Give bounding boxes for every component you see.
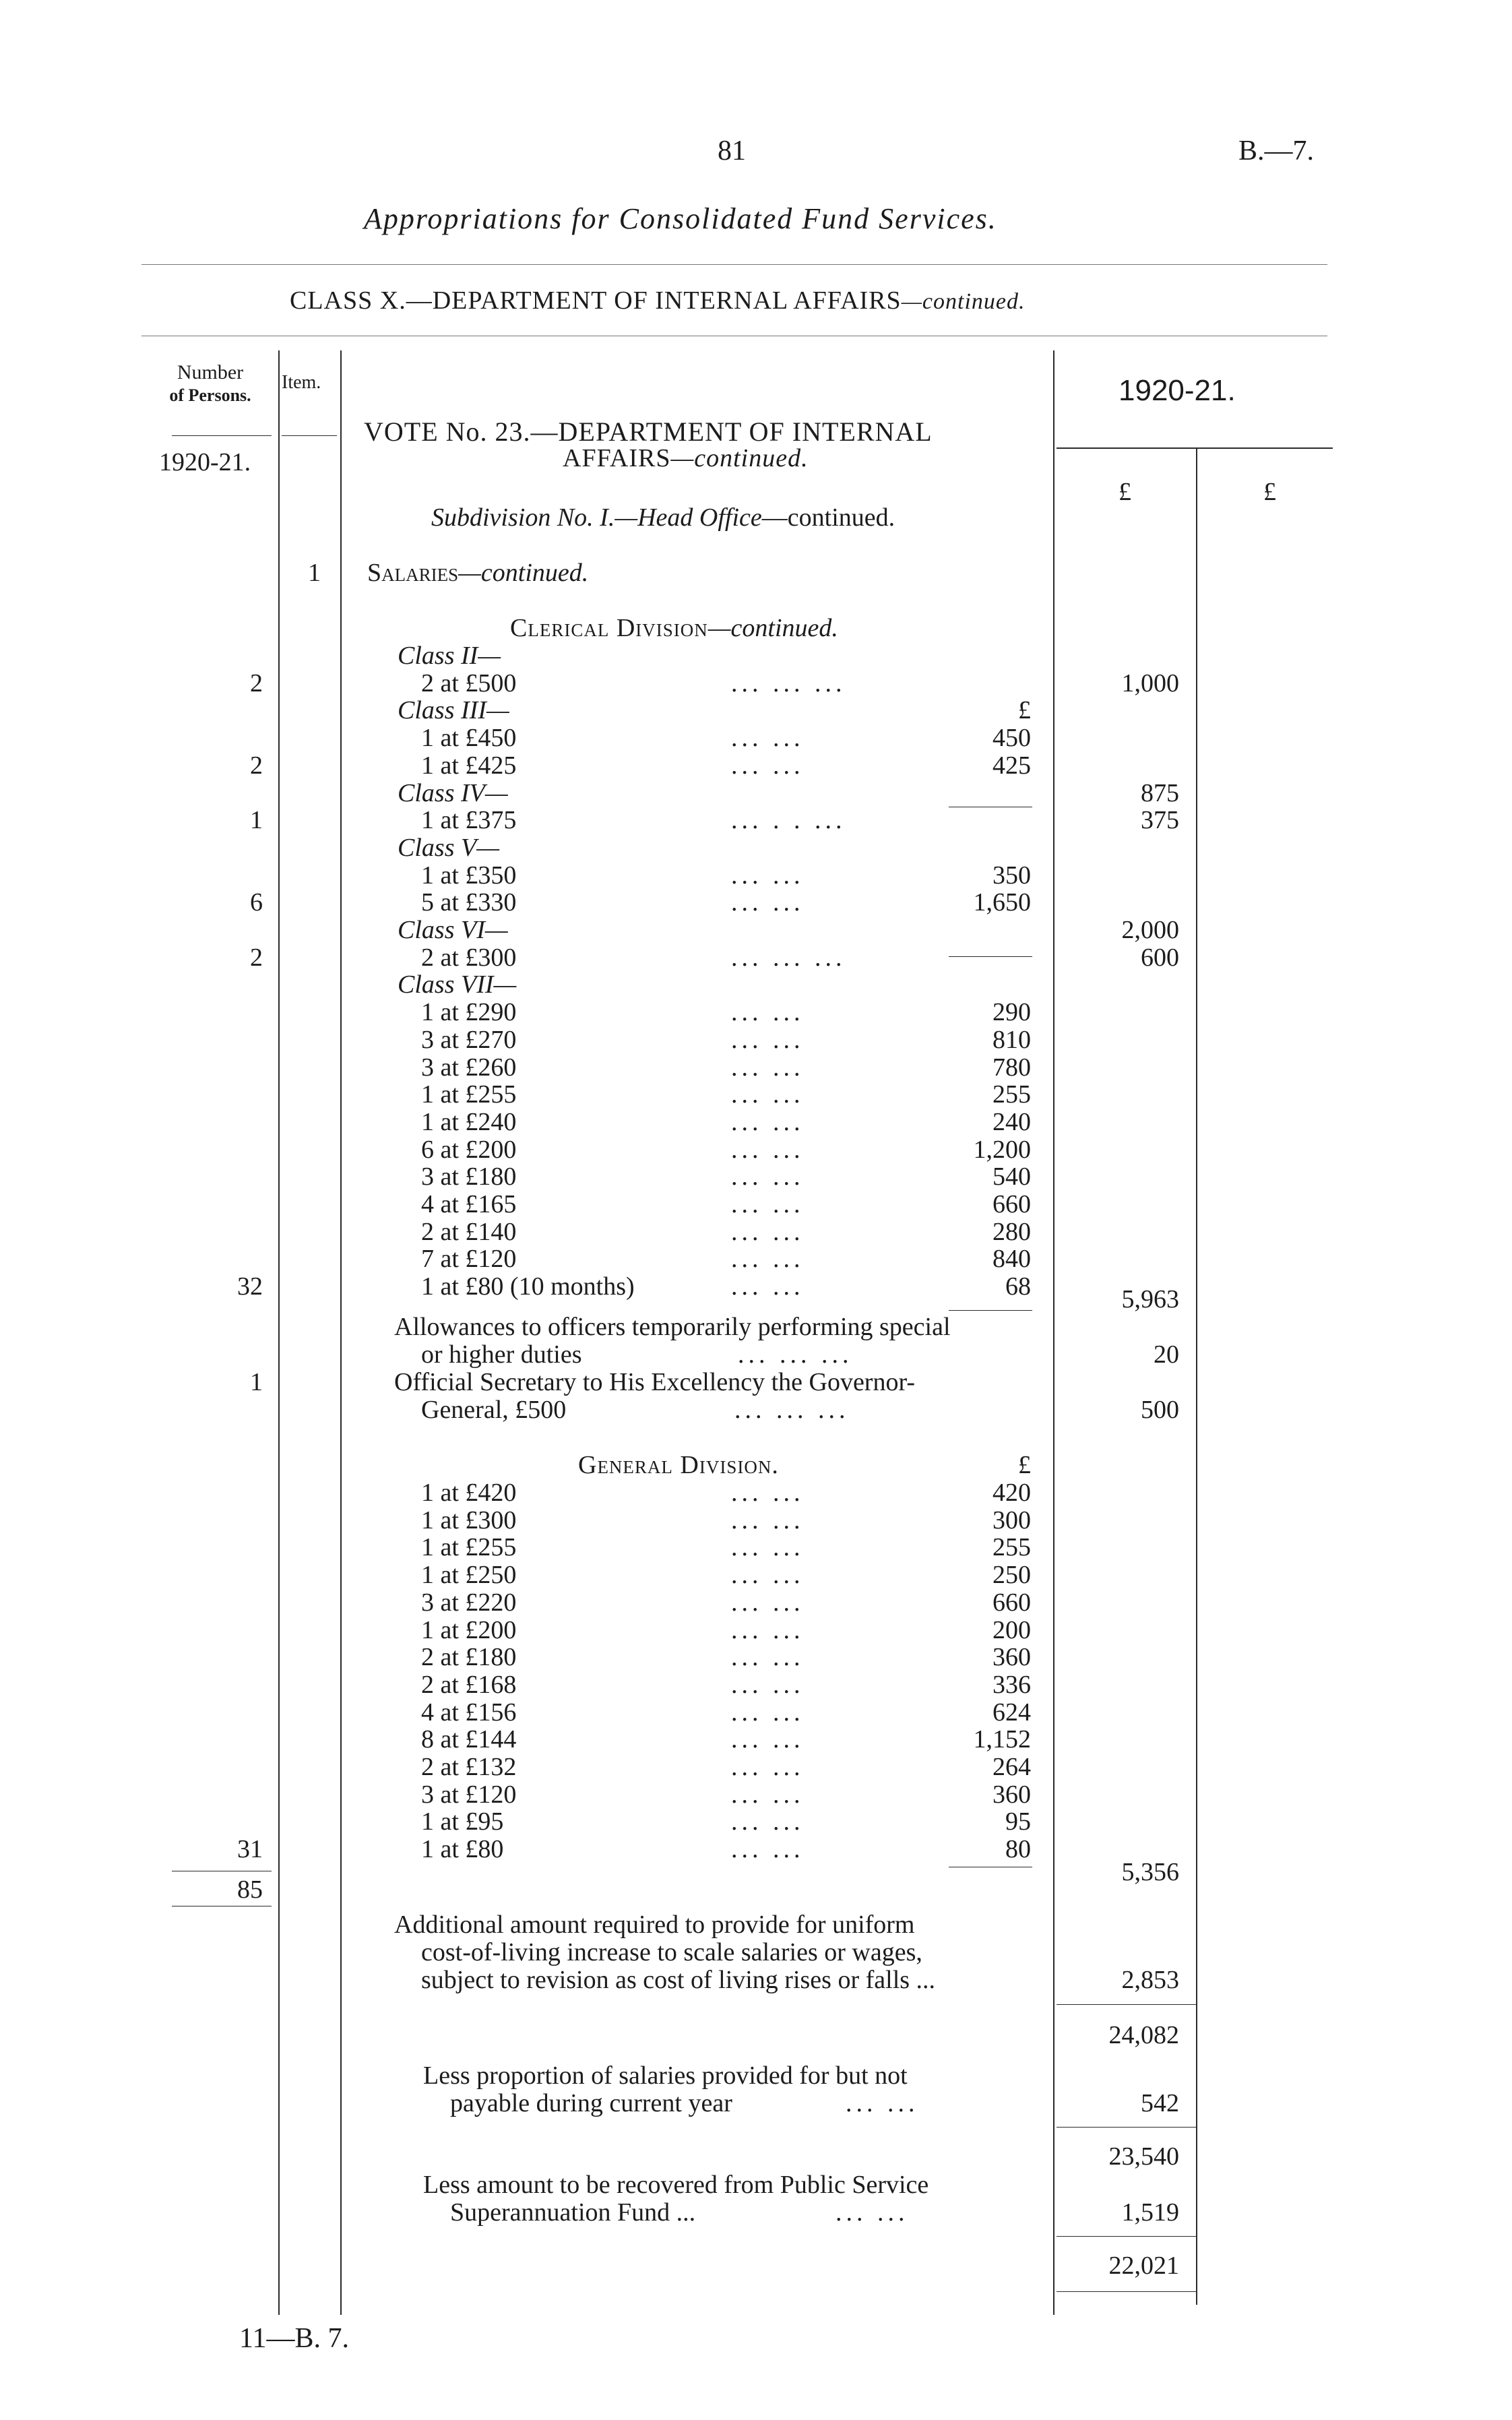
row-leader-dots: ... ... ... [731, 943, 846, 972]
clerical-division-heading: Clerical Division—continued. [510, 614, 838, 642]
persons-total: 85 [237, 1875, 263, 1904]
official-secretary-line2: General, £500 [421, 1396, 567, 1424]
grand-total-rule-bottom [1057, 2291, 1196, 2292]
row-leader-dots: ... ... [731, 1108, 805, 1136]
row-leader-dots: ... ... [731, 861, 805, 890]
row-amount: 350 [993, 861, 1031, 890]
row-persons: 2 [250, 669, 263, 697]
row-leader-dots: ... ... [731, 1533, 805, 1561]
row-label: 2 at £140 [421, 1218, 517, 1246]
row-label: 8 at £144 [421, 1725, 517, 1754]
row-label: 3 at £220 [421, 1588, 517, 1617]
row-amount: 425 [993, 751, 1031, 780]
class-subheading: Class IV— [398, 779, 508, 807]
grand-total: 22,021 [1108, 2252, 1179, 2280]
class-subheading: Class VII— [398, 970, 517, 999]
subdivision-title: Subdivision No. I.—Head Office—continued. [431, 503, 895, 532]
row-amount: 420 [993, 1479, 1031, 1507]
row-amount: 780 [993, 1053, 1031, 1082]
grand-total-rule-top [1057, 2236, 1196, 2237]
allowances-total: 20 [1154, 1340, 1179, 1369]
row-amount: 660 [993, 1588, 1031, 1617]
general-persons: 31 [237, 1835, 263, 1863]
row-persons: 2 [250, 751, 263, 780]
row-label: 3 at £180 [421, 1162, 517, 1191]
row-amount: 290 [993, 998, 1031, 1026]
row-label: 2 at £180 [421, 1643, 517, 1671]
row-leader-dots: ... ... [731, 1671, 805, 1699]
row-label: 1 at £95 [421, 1807, 504, 1836]
general-total: 5,356 [1121, 1858, 1179, 1886]
row-leader-dots: ... ... ... [731, 669, 846, 697]
row-leader-dots: ... ... [731, 1698, 805, 1727]
pound-column-2: £ [1263, 478, 1276, 506]
row-label: 2 at £300 [421, 943, 517, 972]
row-leader-dots: ... ... [731, 1026, 805, 1054]
row-amount: 68 [1005, 1272, 1031, 1301]
row-label: 1 at £80 [421, 1835, 504, 1863]
row-leader-dots: ... ... [731, 724, 805, 752]
row-amount: £ [1018, 696, 1031, 724]
row-label: 1 at £425 [421, 751, 517, 780]
official-secretary-leader: ... ... ... [734, 1396, 850, 1424]
allowances-line1: Allowances to officers temporarily performing special [394, 1313, 951, 1341]
item-header-rule [282, 435, 337, 436]
row-label: 1 at £375 [421, 806, 517, 834]
row-amount: 450 [993, 724, 1031, 752]
official-secretary-persons: 1 [250, 1368, 263, 1396]
row-leader-dots: ... ... [731, 1053, 805, 1082]
salaries-heading: Salaries—continued. [367, 559, 589, 587]
column-rule-amount [1196, 448, 1197, 2305]
row-total: 600 [1141, 943, 1179, 972]
row-amount: 1,650 [973, 888, 1031, 917]
row-label: 2 at £168 [421, 1671, 517, 1699]
persons-header: Number of Persons. [169, 361, 251, 405]
subtotal-1-rule [1057, 2004, 1196, 2005]
row-amount: 250 [993, 1561, 1031, 1589]
row-label: 2 at £500 [421, 669, 517, 697]
column-rule-item [340, 350, 342, 2315]
column-rule-description [1053, 350, 1054, 2315]
row-total: 2,000 [1121, 916, 1179, 944]
persons-header-rule [172, 435, 272, 436]
column-rule-persons [278, 350, 280, 2315]
pound-column-1: £ [1119, 478, 1131, 506]
row-leader-dots: ... ... [731, 1835, 805, 1863]
row-label: 1 at £255 [421, 1533, 517, 1561]
row-leader-dots: ... ... [731, 998, 805, 1026]
row-leader-dots: ... ... [731, 1616, 805, 1644]
row-leader-dots: ... ... [731, 1080, 805, 1109]
row-amount: 810 [993, 1026, 1031, 1054]
row-leader-dots: ... ... [731, 1725, 805, 1754]
salaries-item-number: 1 [308, 559, 321, 587]
row-amount: 280 [993, 1218, 1031, 1246]
clerical-total: 5,963 [1121, 1285, 1179, 1313]
row-total: 375 [1141, 806, 1179, 834]
clerical-amount-rule [949, 1310, 1032, 1311]
less-superannuation-line2: Superannuation Fund ... [450, 2198, 696, 2227]
official-secretary-line1: Official Secretary to His Excellency the Governor- [394, 1368, 916, 1396]
row-amount: 1,152 [973, 1725, 1031, 1754]
row-amount: 200 [993, 1616, 1031, 1644]
row-persons: 2 [250, 943, 263, 972]
row-label: 1 at £420 [421, 1479, 517, 1507]
less-proportion-line2: payable during current year [450, 2089, 732, 2117]
allowances-line2: or higher duties [421, 1340, 582, 1369]
row-label: 4 at £165 [421, 1190, 517, 1218]
row-leader-dots: ... ... [731, 1218, 805, 1246]
row-label: 1 at £350 [421, 861, 517, 890]
additional-line2: cost-of-living increase to scale salaries or wages, [421, 1938, 922, 1966]
item-header: Item. [282, 372, 321, 393]
row-leader-dots: ... ... [731, 1136, 805, 1164]
row-leader-dots: ... ... [731, 1506, 805, 1534]
row-label: 2 at £132 [421, 1753, 517, 1781]
year-left: 1920-21. [159, 448, 251, 476]
row-amount: 264 [993, 1753, 1031, 1781]
subtotal-2: 23,540 [1108, 2142, 1179, 2171]
less-superannuation-line1: Less amount to be recovered from Public Service [423, 2171, 929, 2199]
row-amount: 300 [993, 1506, 1031, 1534]
year-right-rule [1057, 447, 1333, 449]
row-label: 3 at £260 [421, 1053, 517, 1082]
class-subheading: Class V— [398, 834, 499, 862]
row-leader-dots: ... . . ... [731, 806, 846, 834]
general-division-heading: General Division. [578, 1451, 779, 1479]
row-total: 875 [1141, 779, 1179, 807]
class-title: CLASS X.—DEPARTMENT OF INTERNAL AFFAIRS—continued. [290, 286, 1026, 315]
row-amount: 240 [993, 1108, 1031, 1136]
additional-total: 2,853 [1121, 1966, 1179, 1994]
less-proportion-total: 542 [1141, 2089, 1179, 2117]
row-amount: 336 [993, 1671, 1031, 1699]
document-reference: B.—7. [1238, 135, 1315, 166]
vote-title-line2: AFFAIRS—continued. [563, 444, 809, 472]
row-label: 1 at £255 [421, 1080, 517, 1109]
row-label: 3 at £270 [421, 1026, 517, 1054]
class-subheading: Class III— [398, 696, 509, 724]
row-total: 1,000 [1121, 669, 1179, 697]
title-rule [141, 264, 1327, 265]
row-label: 1 at £240 [421, 1108, 517, 1136]
row-amount: 80 [1005, 1835, 1031, 1863]
row-label: 1 at £200 [421, 1616, 517, 1644]
row-amount: 360 [993, 1780, 1031, 1809]
allowances-leader: ... ... ... [738, 1340, 853, 1369]
row-leader-dots: ... ... [731, 1272, 805, 1301]
page-number: 81 [718, 135, 746, 166]
row-leader-dots: ... ... [731, 1479, 805, 1507]
row-leader-dots: ... ... [731, 1162, 805, 1191]
row-amount: 360 [993, 1643, 1031, 1671]
row-leader-dots: ... ... [731, 1190, 805, 1218]
year-right: 1920-21. [1119, 374, 1236, 407]
additional-line3: subject to revision as cost of living rises or falls ... [421, 1966, 936, 1994]
vote-title-line1: VOTE No. 23.—DEPARTMENT OF INTERNAL [364, 416, 933, 447]
row-amount: 255 [993, 1080, 1031, 1109]
footer-reference: 11—B. 7. [239, 2323, 349, 2354]
official-secretary-total: 500 [1141, 1396, 1179, 1424]
less-superannuation-leader: ... ... [836, 2198, 909, 2227]
general-pound-sign: £ [1018, 1451, 1031, 1479]
subtotal-2-rule [1057, 2127, 1196, 2128]
row-amount: 660 [993, 1190, 1031, 1218]
subtotal-1: 24,082 [1108, 2021, 1179, 2049]
page-title: Appropriations for Consolidated Fund Services. [364, 202, 997, 235]
row-amount: 840 [993, 1245, 1031, 1273]
row-leader-dots: ... ... [731, 1588, 805, 1617]
row-label: 7 at £120 [421, 1245, 517, 1273]
row-label: 3 at £120 [421, 1780, 517, 1809]
class-amount-rule [949, 956, 1032, 957]
row-amount: 255 [993, 1533, 1031, 1561]
row-label: 5 at £330 [421, 888, 517, 917]
less-superannuation-total: 1,519 [1121, 2198, 1179, 2227]
row-leader-dots: ... ... [731, 1780, 805, 1809]
row-persons: 32 [237, 1272, 263, 1301]
additional-line1: Additional amount required to provide for uniform [394, 1911, 915, 1939]
row-leader-dots: ... ... [731, 1561, 805, 1589]
row-label: 1 at £250 [421, 1561, 517, 1589]
row-leader-dots: ... ... [731, 1753, 805, 1781]
row-label: 1 at £450 [421, 724, 517, 752]
less-proportion-line1: Less proportion of salaries provided for but not [423, 2061, 908, 2090]
row-leader-dots: ... ... [731, 1643, 805, 1671]
row-label: 1 at £300 [421, 1506, 517, 1534]
row-leader-dots: ... ... [731, 1807, 805, 1836]
row-amount: 1,200 [973, 1136, 1031, 1164]
class-subheading: Class II— [398, 642, 501, 670]
row-leader-dots: ... ... [731, 751, 805, 780]
row-persons: 1 [250, 806, 263, 834]
row-amount: 540 [993, 1162, 1031, 1191]
less-proportion-leader: ... ... [846, 2089, 919, 2117]
row-label: 1 at £80 (10 months) [421, 1272, 635, 1301]
row-leader-dots: ... ... [731, 1245, 805, 1273]
row-amount: 95 [1005, 1807, 1031, 1836]
row-label: 1 at £290 [421, 998, 517, 1026]
row-persons: 6 [250, 888, 263, 917]
row-label: 6 at £200 [421, 1136, 517, 1164]
row-amount: 624 [993, 1698, 1031, 1727]
class-subheading: Class VI— [398, 916, 508, 944]
row-leader-dots: ... ... [731, 888, 805, 917]
row-label: 4 at £156 [421, 1698, 517, 1727]
